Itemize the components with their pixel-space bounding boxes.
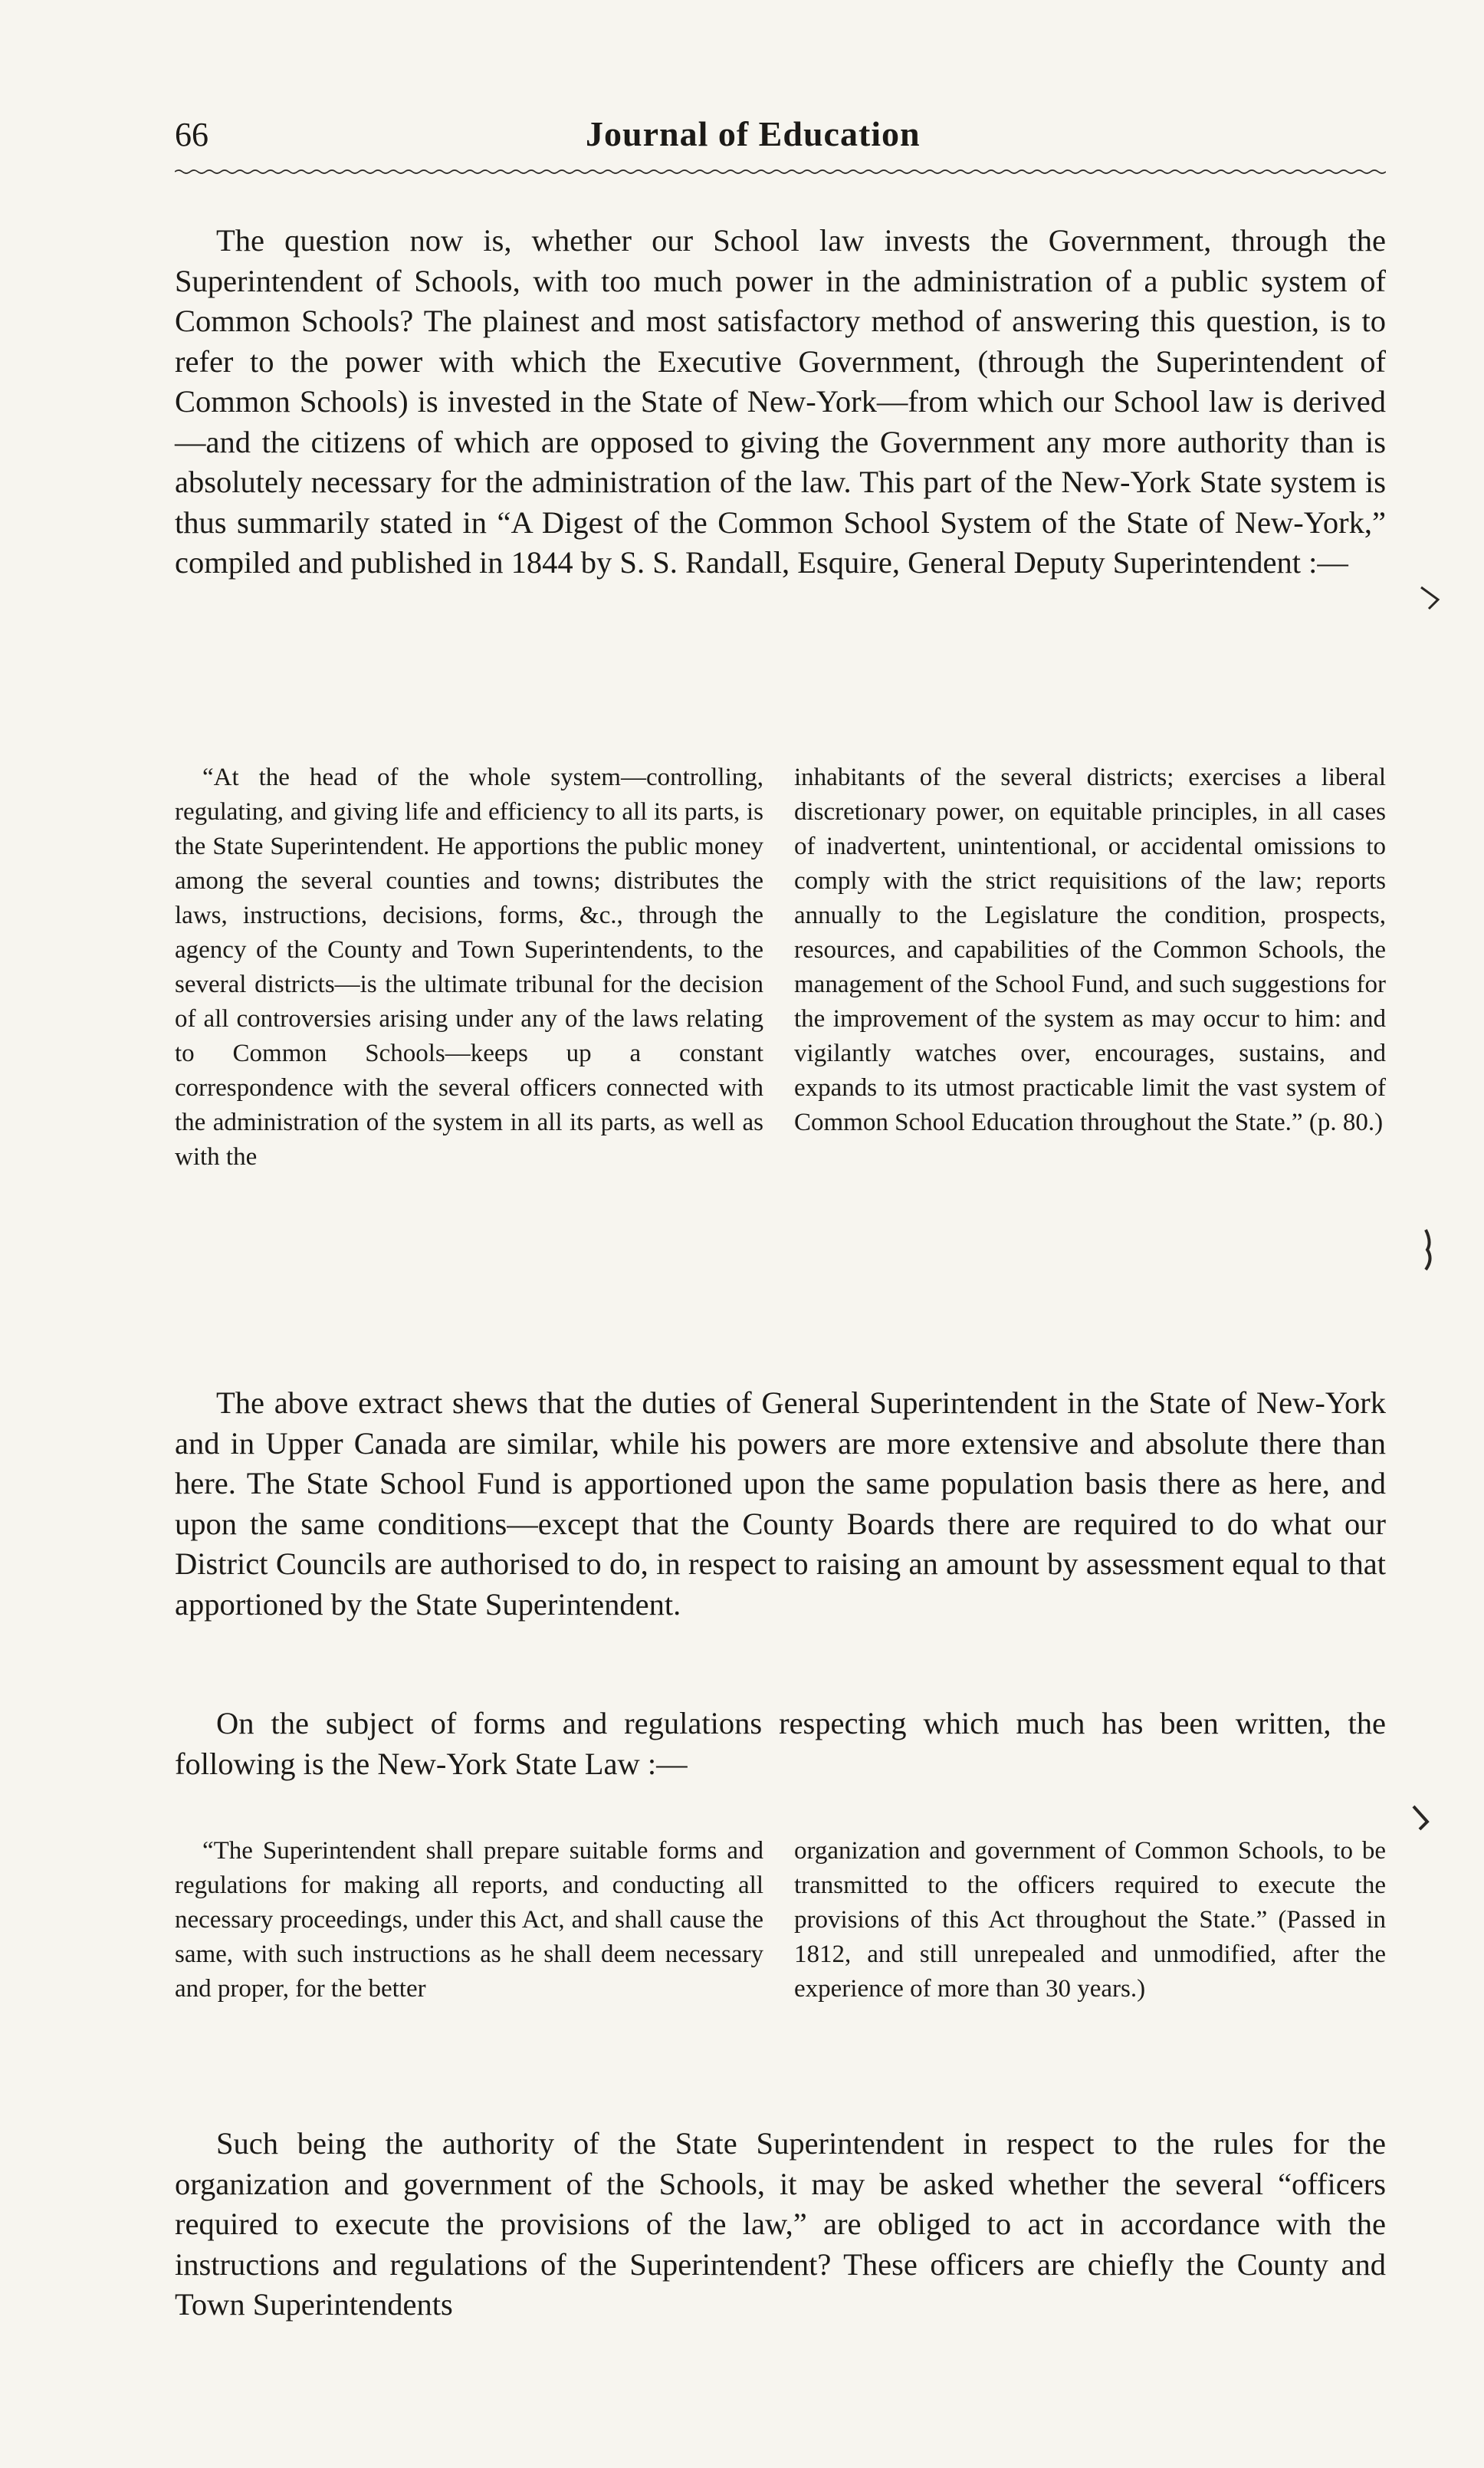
- margin-mark-1: [1415, 583, 1446, 613]
- paragraph-extract-comparison: The above extract shews that the duties of General Superintendent in the State of New-York and in Upper Canada are similar, while his powers are more extensive and absolute there than here. The State School Fund is apportioned upon the same population basis there as here, and upon the same conditions—except that the County Boards there are required to do what our District Councils are authorised to do, in respect to raising an amount by assessment equal to that apportioned by the State Superintendent.: [175, 1385, 1386, 1622]
- running-title: Journal of Education: [586, 114, 921, 153]
- quote2-right-column: organization and government of Common Schools, to be transmitted to the officers required to execute the provisions of this Act throughout the State.” (Passed in 1812, and still unrepealed and unmodified, after the experience of more than 30 years.): [794, 1837, 1386, 2003]
- quote1-right-column: inhabitants of the several districts; exercises a liberal discretionary power, on equitable principles, in all cases of inadvertent, unintentional, or accidental omissions to comply with the strict requisitions of the law; reports annually to the Legislature the condition, prospects, resources, and capabilities of the Common Schools, the management of the School Fund, and such suggestions for the improvement of the system as may occur to him: and vigilantly watches over, encourages, sustains, and expands to its utmost practicable limit the vast system of Common School Education throughout the State.” (p. 80.): [794, 764, 1386, 1136]
- margin-mark-3: [1409, 1802, 1432, 1832]
- quote2-left-column: “The Superintendent shall prepare suitable forms and regulations for making all reports, and conducting all necessary proceedings, under this Act, and shall cause the same, with such instructions as he shall deem necessary and proper, for the better: [175, 1837, 763, 2003]
- paragraph-forms-regulations: On the subject of forms and regulations respecting which much has been written, the following is the New-York State Law :—: [175, 1706, 1386, 1781]
- page-header: [175, 115, 1386, 161]
- wavy-header-rule: [175, 169, 1386, 175]
- page-number: 66: [175, 116, 208, 153]
- paragraph-question: The question now is, whether our School law invests the Government, through the Superintendent of Schools, with too much power in the administration of a public system of Common Schools? The plainest and most satisfactory method of answering this question, is to refer to the power with which the Executive Government, (through the Superintendent of Common Schools) is invested in the State of New-York—from which our School law is derived—and the citizens of which are opposed to giving the Government any more authority than is absolutely necessary for the administration of the law. This part of the New-York State system is thus summarily stated in “A Digest of the Common School System of the State of New-York,” compiled and published in 1844 by S. S. Randall, Esquire, General Deputy Superintendent :—: [175, 223, 1386, 580]
- quote1-left-column: “At the head of the whole system—controlling, regulating, and giving life and efficiency to all its parts, is the State Superintendent. He apportions the public money among the several counties and towns; distributes the laws, instructions, decisions, forms, &c., through the agency of the County and Town Superintendents, to the several districts—is the ultimate tribunal for the decision of all controversies arising under any of the laws relating to Common Schools—keeps up a constant correspondence with the several officers connected with the administration of the system in all its parts, as well as with the: [175, 764, 763, 1171]
- paragraph-officers: Such being the authority of the State Superintendent in respect to the rules for the organization and government of the Schools, it may be asked whether the several “officers required to execute the provisions of the law,” are obliged to act in accordance with the instructions and regulations of the Superintendent? These officers are chiefly the County and Town Superintendents: [175, 2126, 1386, 2322]
- margin-mark-2: [1418, 1227, 1441, 1273]
